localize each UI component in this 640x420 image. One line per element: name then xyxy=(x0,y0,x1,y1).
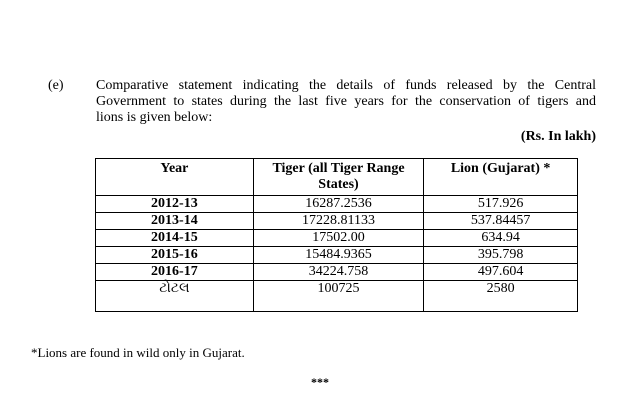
cell-year: 2012-13 xyxy=(96,196,254,213)
table-row xyxy=(96,230,578,247)
total-row xyxy=(96,281,578,312)
item-label: (e) xyxy=(48,78,64,93)
unit-note: (Rs. In lakh) xyxy=(520,129,596,144)
table-row xyxy=(96,247,578,264)
header-lion: Lion (Gujarat) * xyxy=(424,159,578,196)
table-row xyxy=(96,264,578,281)
cell-tiger: 17228.81133 xyxy=(253,213,423,230)
cell-lion: 395.798 xyxy=(424,247,578,264)
header-year: Year xyxy=(96,159,254,196)
cell-tiger: 16287.2536 xyxy=(253,196,423,213)
footnote: *Lions are found in wild only in Gujarat. xyxy=(31,345,245,360)
cell-lion: 517.926 xyxy=(424,196,578,213)
cell-year: 2013-14 xyxy=(96,213,254,230)
cell-year: 2014-15 xyxy=(96,230,254,247)
cell-lion: 634.94 xyxy=(424,230,578,247)
table-row xyxy=(96,196,578,213)
intro-paragraph xyxy=(96,78,596,126)
cell-tiger: 34224.758 xyxy=(253,264,423,281)
paragraph-line: Government to states during the last five years for the conservation of tigers and xyxy=(96,94,596,109)
cell-total-tiger: 100725 xyxy=(253,281,423,312)
cell-total-label: ટોટલ xyxy=(96,281,254,312)
paragraph-line: lions is given below: xyxy=(96,110,213,125)
end-marker: *** xyxy=(311,375,329,389)
table-header-row xyxy=(96,159,578,196)
header-tiger: Tiger (all Tiger Range States) xyxy=(253,159,423,196)
cell-tiger: 17502.00 xyxy=(253,230,423,247)
cell-total-lion: 2580 xyxy=(424,281,578,312)
cell-lion: 537.84457 xyxy=(424,213,578,230)
cell-year: 2015-16 xyxy=(96,247,254,264)
cell-lion: 497.604 xyxy=(424,264,578,281)
cell-tiger: 15484.9365 xyxy=(253,247,423,264)
cell-year: 2016-17 xyxy=(96,264,254,281)
paragraph-line: Comparative statement indicating the details of funds released by the Central xyxy=(96,78,596,93)
table-row xyxy=(96,213,578,230)
funds-table xyxy=(95,158,578,312)
